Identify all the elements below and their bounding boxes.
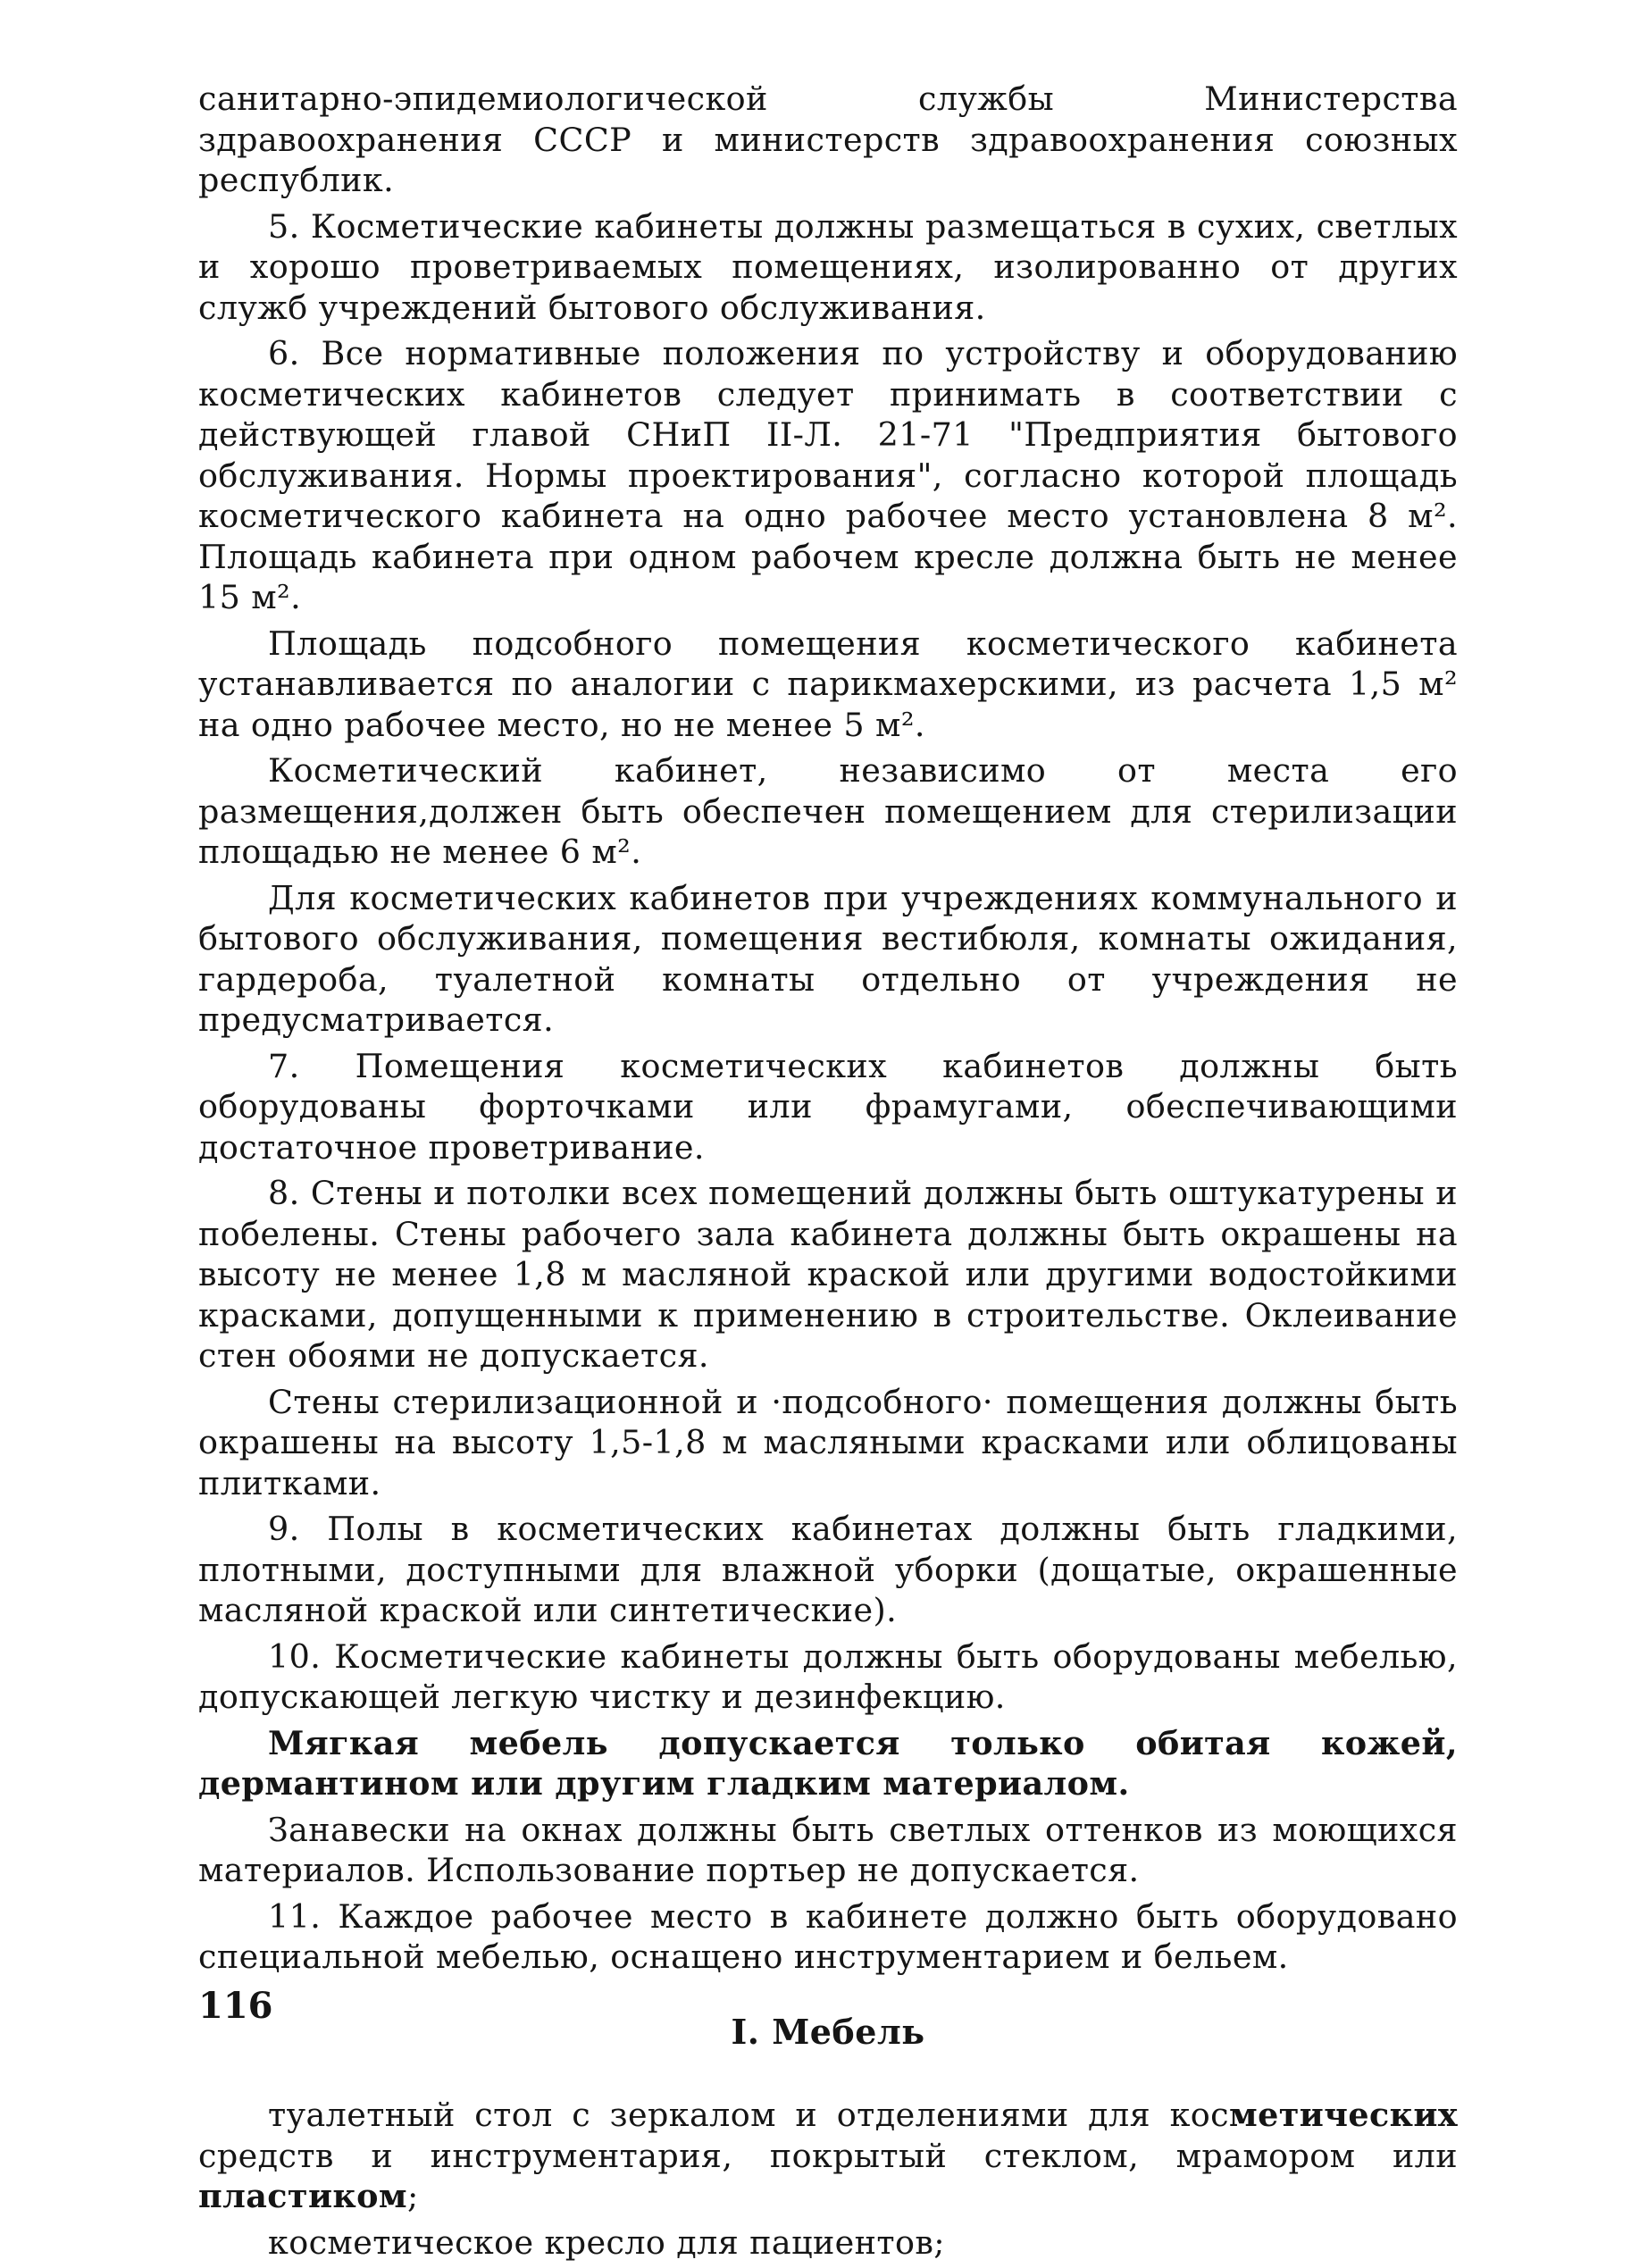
paragraph-walls-sterilization: Стены стерилизационной и ·подсобного· помещения должны быть окрашены на высоту 1,5-1,8 м масляными красками или облицованы плитками. (198, 1382, 1458, 1502)
paragraph-item-5: 5. Косметические кабинеты должны размещаться в сухих, светлых и хорошо проветриваемых помещениях, изолированно от других служб учреждений бытового обслуживания. (198, 206, 1458, 327)
furniture-item-bold-text: метических (1229, 2096, 1458, 2134)
body-text (198, 79, 1458, 2268)
paragraph-soft-furniture: Мягкая мебель допускается только обитая кожей, дермантином или другим гладким материалом. (198, 1723, 1458, 1803)
paragraph-item-8: 8. Стены и потолки всех помещений должны быть оштукатурены и побелены. Стены рабочего зала кабинета должны быть окрашены на высоту не менее 1,8 м масляной краской или другими водостойкими красками, допущенными к применению в строительстве. Оклеивание стен обоями не допускается. (198, 1174, 1458, 1375)
section-heading: I. Мебель (731, 2011, 925, 2052)
paragraph-item-11: 11. Каждое рабочее место в кабинете должно быть оборудовано специальной мебелью, оснащено инструментарием и бельем. (198, 1896, 1458, 1976)
furniture-item-text: ; (407, 2177, 419, 2215)
furniture-item-dressing-table (198, 2095, 1458, 2217)
paragraph-continuation: санитарно-эпидемиологической службы Министерства здравоохранения СССР и министерств здравоохранения союзных республик. (198, 80, 1458, 199)
paragraph-sterilization-room: Косметический кабинет, независимо от места его размещения,должен быть обеспечен помещением для стерилизации площадью не менее 6 м². (198, 751, 1458, 871)
paragraph-item-9: 9. Полы в косметических кабинетах должны быть гладкими, плотными, доступными для влажной уборки (дощатые, окрашенные масляной краской или синтетические). (198, 1510, 1458, 1629)
paragraph-vestibule: Для косметических кабинетов при учреждениях коммунального и бытового обслуживания, помещения вестибюля, комнаты ожидания, гардероба, туалетной комнаты отдельно от учреждения не предусматривается. (198, 878, 1458, 1039)
paragraph-curtains: Занавески на окнах должны быть светлых оттенков из моющихся материалов. Использование портьер не допускается. (198, 1810, 1458, 1889)
furniture-item-chair: косметическое кресло для пациентов; (268, 2222, 946, 2262)
paragraph-item-7: 7. Помещения косметических кабинетов должны быть оборудованы форточками или фрамугами, обеспечивающими достаточное проветривание. (198, 1046, 1458, 1167)
page-number: 116 (198, 1985, 273, 2027)
furniture-item-bold-text: пластиком (198, 2177, 408, 2215)
paragraph-auxiliary-room-area: Площадь подсобного помещения косметического кабинета устанавливается по аналогии с парикмахерскими, из расчета 1,5 м² на одно рабочее место, но не менее 5 м². (198, 623, 1458, 744)
paragraph-item-10: 10. Косметические кабинеты должны быть оборудованы мебелью, допускающей легкую чистку и дезинфекцию. (198, 1636, 1458, 1716)
furniture-item-text: средств и инструментария, покрытый стеклом, мрамором или (198, 2136, 1458, 2175)
paragraph-item-6: 6. Все нормативные положения по устройству и оборудованию косметических кабинетов следует принимать в соответствии с действующей главой СНиП II-Л. 21-71 "Предприятия бытового обслуживания. Нормы проектирования", согласно которой площадь косметического кабинета на одно рабочее место установлена 8 м². Площадь кабинета при одном рабочем кресле должна быть не менее 15 м². (198, 334, 1458, 616)
furniture-item-text: туалетный стол с зеркалом и отделениями для кос (268, 2096, 1230, 2134)
